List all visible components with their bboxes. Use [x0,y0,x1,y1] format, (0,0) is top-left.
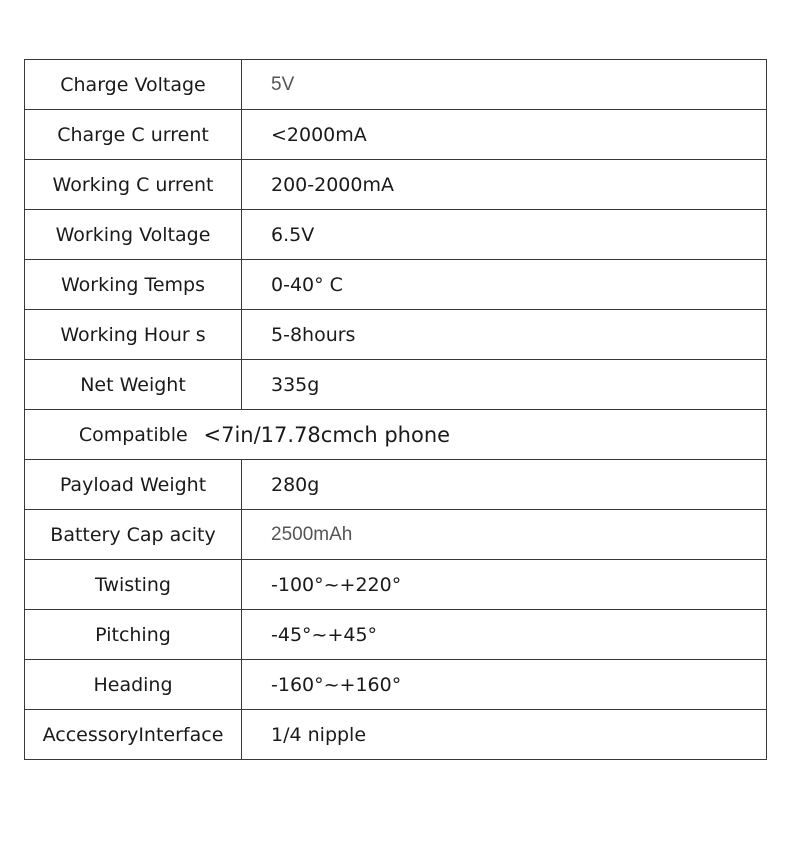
spec-label: Payload Weight [25,460,242,510]
spec-label: Twisting [25,560,242,610]
spec-label: Working Temps [25,260,242,310]
specification-table [24,59,767,760]
spec-label: Charge C urrent [25,110,242,160]
spec-value: 200-2000mA [242,160,767,210]
spec-value: 6.5V [242,210,767,260]
spec-label: Charge Voltage [25,60,242,110]
spec-row-payload-weight [25,460,767,510]
spec-row-twisting [25,560,767,610]
spec-label: Battery Cap acity [25,510,242,560]
spec-row-battery-capacity [25,510,767,560]
spec-row-net-weight [25,360,767,410]
spec-value: -45°~+45° [242,610,767,660]
spec-value: 280g [242,460,767,510]
spec-row-compatible [25,410,767,460]
spec-value-cell [203,410,767,460]
spec-row-charge-voltage [25,60,767,110]
spec-value: 335g [242,360,767,410]
spec-label: Net Weight [25,360,242,410]
spec-row-working-voltage [25,210,767,260]
spec-value: 5V [242,60,767,110]
spec-row-pitching [25,610,767,660]
spec-value: 1/4 nipple [242,710,767,760]
spec-value: 2500mAh [242,510,767,560]
spec-value: <7in/17.78cmch phone [203,422,451,447]
spec-row-working-current [25,160,767,210]
spec-value: 0-40° C [242,260,767,310]
spec-label: Working Hour s [25,310,242,360]
spec-label: AccessoryInterface [25,710,242,760]
spec-value: 5-8hours [242,310,767,360]
spec-row-heading [25,660,767,710]
spec-value: -100°~+220° [242,560,767,610]
spec-row-accessory-interface [25,710,767,760]
spec-value: <2000mA [242,110,767,160]
spec-label: Working C urrent [25,160,242,210]
spec-value: -160°~+160° [242,660,767,710]
spec-label: Pitching [25,610,242,660]
spec-label: Heading [25,660,242,710]
spec-row-charge-current [25,110,767,160]
spec-row-working-hours [25,310,767,360]
spec-label: Working Voltage [25,210,242,260]
spec-label: Compatible [78,423,188,446]
spec-row-working-temps [25,260,767,310]
